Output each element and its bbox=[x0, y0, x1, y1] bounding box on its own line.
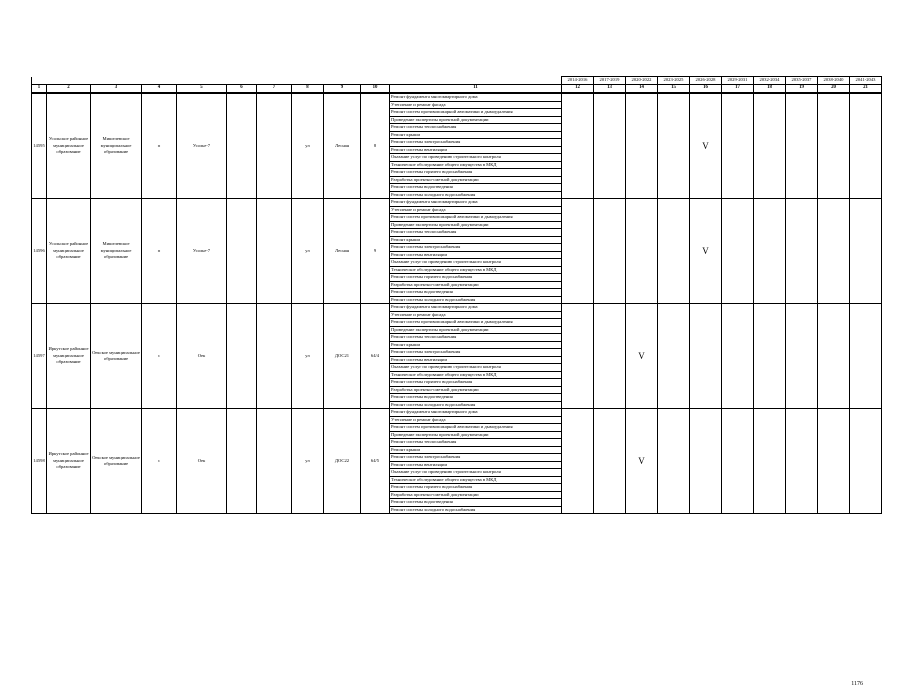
year-header-blank bbox=[361, 77, 390, 85]
street-type-cell: ул bbox=[292, 199, 324, 304]
work-type-cell: Проведение экспертизы проектной документации bbox=[390, 431, 562, 439]
column-number-cell: 18 bbox=[754, 85, 786, 94]
period-cell bbox=[722, 304, 754, 409]
column-number-cell: 20 bbox=[818, 85, 850, 94]
settlement-type-cell: с bbox=[142, 304, 177, 409]
period-cell bbox=[658, 199, 690, 304]
table-row bbox=[32, 409, 882, 417]
work-type-cell: Ремонт фундамента многоквартирного дома bbox=[390, 409, 562, 417]
work-type-cell: Ремонт системы холодного водоснабжения bbox=[390, 296, 562, 304]
empty-cell bbox=[257, 199, 292, 304]
record-id: 14597 bbox=[32, 304, 47, 409]
street-type-cell: ул bbox=[292, 93, 324, 199]
work-type-cell: Техническое обследование общего имущества в МКД bbox=[390, 476, 562, 484]
table-row bbox=[32, 93, 882, 101]
work-type-cell: Ремонт системы теплоснабжения bbox=[390, 124, 562, 132]
work-type-cell: Ремонт систем противопожарной автоматики и дымоудаления bbox=[390, 214, 562, 222]
settlement-cell: Оек bbox=[177, 304, 227, 409]
street-type-cell: ул bbox=[292, 409, 324, 514]
year-header-cell: 2041-2043 bbox=[850, 77, 882, 85]
column-number-cell: 1 bbox=[32, 85, 47, 94]
period-mark-cell: V bbox=[626, 409, 658, 514]
column-number-cell: 3 bbox=[91, 85, 142, 94]
period-cell bbox=[594, 199, 626, 304]
work-type-cell: Ремонт крыши bbox=[390, 236, 562, 244]
year-header-blank bbox=[142, 77, 177, 85]
work-type-cell: Ремонт системы теплоснабжения bbox=[390, 334, 562, 342]
column-number-cell: 14 bbox=[626, 85, 658, 94]
register-document bbox=[31, 76, 881, 687]
work-type-cell: Ремонт крыши bbox=[390, 341, 562, 349]
period-mark-cell: V bbox=[690, 199, 722, 304]
work-type-cell: Ремонт системы горячего водоснабжения bbox=[390, 379, 562, 387]
period-cell bbox=[562, 93, 594, 199]
year-header-blank bbox=[324, 77, 361, 85]
record-block bbox=[32, 304, 882, 409]
work-type-cell: Ремонт системы холодного водоснабжения bbox=[390, 506, 562, 514]
period-cell bbox=[786, 93, 818, 199]
settlement-cell: Оек bbox=[177, 409, 227, 514]
work-type-cell: Разработка проектно-сметной документации bbox=[390, 491, 562, 499]
column-number-cell: 7 bbox=[257, 85, 292, 94]
period-mark-cell: V bbox=[626, 304, 658, 409]
period-cell bbox=[562, 409, 594, 514]
work-type-cell: Ремонт систем противопожарной автоматики и дымоудаления bbox=[390, 424, 562, 432]
work-type-cell: Ремонт фундамента многоквартирного дома bbox=[390, 199, 562, 207]
period-cell bbox=[850, 409, 882, 514]
work-type-cell: Ремонт системы вентиляции bbox=[390, 461, 562, 469]
empty-cell bbox=[257, 304, 292, 409]
work-type-cell: Техническое обследование общего имущества в МКД bbox=[390, 161, 562, 169]
work-type-cell: Ремонт системы водоотведения bbox=[390, 394, 562, 402]
period-cell bbox=[722, 409, 754, 514]
column-number-cell: 9 bbox=[324, 85, 361, 94]
empty-cell bbox=[227, 304, 257, 409]
period-cell bbox=[562, 199, 594, 304]
work-type-cell: Разработка проектно-сметной документации bbox=[390, 176, 562, 184]
work-type-cell: Ремонт системы теплоснабжения bbox=[390, 439, 562, 447]
period-cell bbox=[754, 409, 786, 514]
work-type-cell: Ремонт системы холодного водоснабжения bbox=[390, 401, 562, 409]
period-cell bbox=[658, 93, 690, 199]
settlement-type-cell: с bbox=[142, 409, 177, 514]
work-type-cell: Ремонт системы горячего водоснабжения bbox=[390, 274, 562, 282]
work-type-cell: Оказание услуг по проведению строительного контроля bbox=[390, 469, 562, 477]
period-cell bbox=[626, 93, 658, 199]
work-type-cell: Ремонт крыши bbox=[390, 131, 562, 139]
district-cell: Иркутское районное муниципальное образование bbox=[47, 304, 91, 409]
municipality-cell: Оекское муниципальное образование bbox=[91, 409, 142, 514]
work-type-cell: Ремонт системы холодного водоснабжения bbox=[390, 191, 562, 199]
column-number-cell: 6 bbox=[227, 85, 257, 94]
record-id: 14596 bbox=[32, 199, 47, 304]
period-cell bbox=[754, 304, 786, 409]
street-cell: Лесная bbox=[324, 199, 361, 304]
period-cell bbox=[594, 409, 626, 514]
year-header-cell: 2017-2019 bbox=[594, 77, 626, 85]
year-header-blank bbox=[91, 77, 142, 85]
period-cell bbox=[658, 304, 690, 409]
column-number-row bbox=[32, 85, 882, 94]
work-type-cell: Ремонт системы электроснабжения bbox=[390, 139, 562, 147]
year-header-blank bbox=[257, 77, 292, 85]
work-type-cell: Разработка проектно-сметной документации bbox=[390, 386, 562, 394]
year-header-cell: 2038-2040 bbox=[818, 77, 850, 85]
page-number: 1176 bbox=[851, 681, 863, 687]
period-cell bbox=[818, 199, 850, 304]
year-header-blank bbox=[292, 77, 324, 85]
empty-cell bbox=[227, 199, 257, 304]
house-number-cell: 8 bbox=[361, 93, 390, 199]
period-cell bbox=[786, 409, 818, 514]
work-type-cell: Ремонт системы вентиляции bbox=[390, 146, 562, 154]
year-header-cell: 2032-2034 bbox=[754, 77, 786, 85]
period-cell bbox=[594, 304, 626, 409]
record-block bbox=[32, 93, 882, 199]
house-number-cell: 9 bbox=[361, 199, 390, 304]
year-header-cell: 2035-2037 bbox=[786, 77, 818, 85]
work-type-cell: Ремонт системы горячего водоснабжения bbox=[390, 169, 562, 177]
work-type-cell: Ремонт системы горячего водоснабжения bbox=[390, 484, 562, 492]
period-cell bbox=[754, 93, 786, 199]
column-number-cell: 11 bbox=[390, 85, 562, 94]
period-cell bbox=[818, 93, 850, 199]
column-number-cell: 4 bbox=[142, 85, 177, 94]
period-cell bbox=[722, 199, 754, 304]
work-type-cell: Ремонт системы электроснабжения bbox=[390, 349, 562, 357]
year-header-blank bbox=[47, 77, 91, 85]
work-type-cell: Проведение экспертизы проектной документации bbox=[390, 116, 562, 124]
work-type-cell: Оказание услуг по проведению строительного контроля bbox=[390, 154, 562, 162]
work-type-cell: Утепление и ремонт фасада bbox=[390, 416, 562, 424]
year-header-blank bbox=[390, 77, 562, 85]
period-mark-cell: V bbox=[690, 93, 722, 199]
year-header-cell: 2026-2028 bbox=[690, 77, 722, 85]
table-row bbox=[32, 199, 882, 207]
record-id: 14595 bbox=[32, 93, 47, 199]
work-type-cell: Ремонт системы водоотведения bbox=[390, 289, 562, 297]
street-cell: ДОС21 bbox=[324, 304, 361, 409]
column-number-cell: 21 bbox=[850, 85, 882, 94]
table-row bbox=[32, 304, 882, 312]
work-type-cell: Проведение экспертизы проектной документации bbox=[390, 326, 562, 334]
work-type-cell: Ремонт систем противопожарной автоматики и дымоудаления bbox=[390, 109, 562, 117]
work-type-cell: Ремонт системы теплоснабжения bbox=[390, 229, 562, 237]
period-cell bbox=[690, 304, 722, 409]
year-header-row bbox=[32, 77, 882, 85]
work-type-cell: Техническое обследование общего имущества в МКД bbox=[390, 371, 562, 379]
work-type-cell: Ремонт фундамента многоквартирного дома bbox=[390, 93, 562, 101]
district-cell: Усольское районное муниципальное образование bbox=[47, 199, 91, 304]
period-cell bbox=[562, 304, 594, 409]
settlement-type-cell: п bbox=[142, 199, 177, 304]
period-cell bbox=[850, 199, 882, 304]
work-type-cell: Утепление и ремонт фасада bbox=[390, 206, 562, 214]
street-cell: Лесная bbox=[324, 93, 361, 199]
column-number-cell: 13 bbox=[594, 85, 626, 94]
work-type-cell: Ремонт системы водоотведения bbox=[390, 499, 562, 507]
period-cell bbox=[786, 304, 818, 409]
house-number-cell: 64/4 bbox=[361, 304, 390, 409]
municipality-cell: Мишелевское муниципальное образование bbox=[91, 199, 142, 304]
column-number-cell: 15 bbox=[658, 85, 690, 94]
year-header-blank bbox=[227, 77, 257, 85]
year-header-blank bbox=[177, 77, 227, 85]
municipality-cell: Мишелевское муниципальное образование bbox=[91, 93, 142, 199]
house-number-cell: 64/5 bbox=[361, 409, 390, 514]
column-number-cell: 5 bbox=[177, 85, 227, 94]
column-number-cell: 8 bbox=[292, 85, 324, 94]
year-header-cell: 2020-2022 bbox=[626, 77, 658, 85]
settlement-cell: Усолье-7 bbox=[177, 199, 227, 304]
column-number-cell: 10 bbox=[361, 85, 390, 94]
period-cell bbox=[690, 409, 722, 514]
work-type-cell: Техническое обследование общего имущества в МКД bbox=[390, 266, 562, 274]
column-number-cell: 2 bbox=[47, 85, 91, 94]
empty-cell bbox=[227, 93, 257, 199]
year-header-blank bbox=[32, 77, 47, 85]
period-cell bbox=[754, 199, 786, 304]
year-header-cell: 2029-2031 bbox=[722, 77, 754, 85]
period-cell bbox=[658, 409, 690, 514]
district-cell: Иркутское районное муниципальное образование bbox=[47, 409, 91, 514]
work-type-cell: Ремонт фундамента многоквартирного дома bbox=[390, 304, 562, 312]
work-type-cell: Ремонт системы вентиляции bbox=[390, 356, 562, 364]
work-type-cell: Оказание услуг по проведению строительного контроля bbox=[390, 364, 562, 372]
period-cell bbox=[818, 304, 850, 409]
work-type-cell: Ремонт крыши bbox=[390, 446, 562, 454]
empty-cell bbox=[257, 409, 292, 514]
empty-cell bbox=[227, 409, 257, 514]
period-cell bbox=[850, 93, 882, 199]
column-number-cell: 16 bbox=[690, 85, 722, 94]
district-cell: Усольское районное муниципальное образование bbox=[47, 93, 91, 199]
period-cell bbox=[850, 304, 882, 409]
work-type-cell: Ремонт системы электроснабжения bbox=[390, 244, 562, 252]
column-number-cell: 19 bbox=[786, 85, 818, 94]
record-block bbox=[32, 199, 882, 304]
work-type-cell: Ремонт системы электроснабжения bbox=[390, 454, 562, 462]
column-number-cell: 12 bbox=[562, 85, 594, 94]
settlement-cell: Усолье-7 bbox=[177, 93, 227, 199]
work-type-cell: Проведение экспертизы проектной документации bbox=[390, 221, 562, 229]
period-cell bbox=[818, 409, 850, 514]
record-id: 14598 bbox=[32, 409, 47, 514]
year-header-cell: 2014-2016 bbox=[562, 77, 594, 85]
empty-cell bbox=[257, 93, 292, 199]
work-type-cell: Утепление и ремонт фасада bbox=[390, 101, 562, 109]
street-cell: ДОС22 bbox=[324, 409, 361, 514]
work-type-cell: Оказание услуг по проведению строительного контроля bbox=[390, 259, 562, 267]
work-type-cell: Ремонт системы вентиляции bbox=[390, 251, 562, 259]
municipality-cell: Оекское муниципальное образование bbox=[91, 304, 142, 409]
period-cell bbox=[786, 199, 818, 304]
work-type-cell: Ремонт системы водоотведения bbox=[390, 184, 562, 192]
year-header-cell: 2023-2025 bbox=[658, 77, 690, 85]
period-cell bbox=[722, 93, 754, 199]
work-type-cell: Разработка проектно-сметной документации bbox=[390, 281, 562, 289]
capital-repair-register-table bbox=[31, 76, 882, 514]
period-cell bbox=[594, 93, 626, 199]
period-cell bbox=[626, 199, 658, 304]
record-block bbox=[32, 409, 882, 514]
street-type-cell: ул bbox=[292, 304, 324, 409]
work-type-cell: Ремонт систем противопожарной автоматики и дымоудаления bbox=[390, 319, 562, 327]
column-number-cell: 17 bbox=[722, 85, 754, 94]
settlement-type-cell: п bbox=[142, 93, 177, 199]
work-type-cell: Утепление и ремонт фасада bbox=[390, 311, 562, 319]
